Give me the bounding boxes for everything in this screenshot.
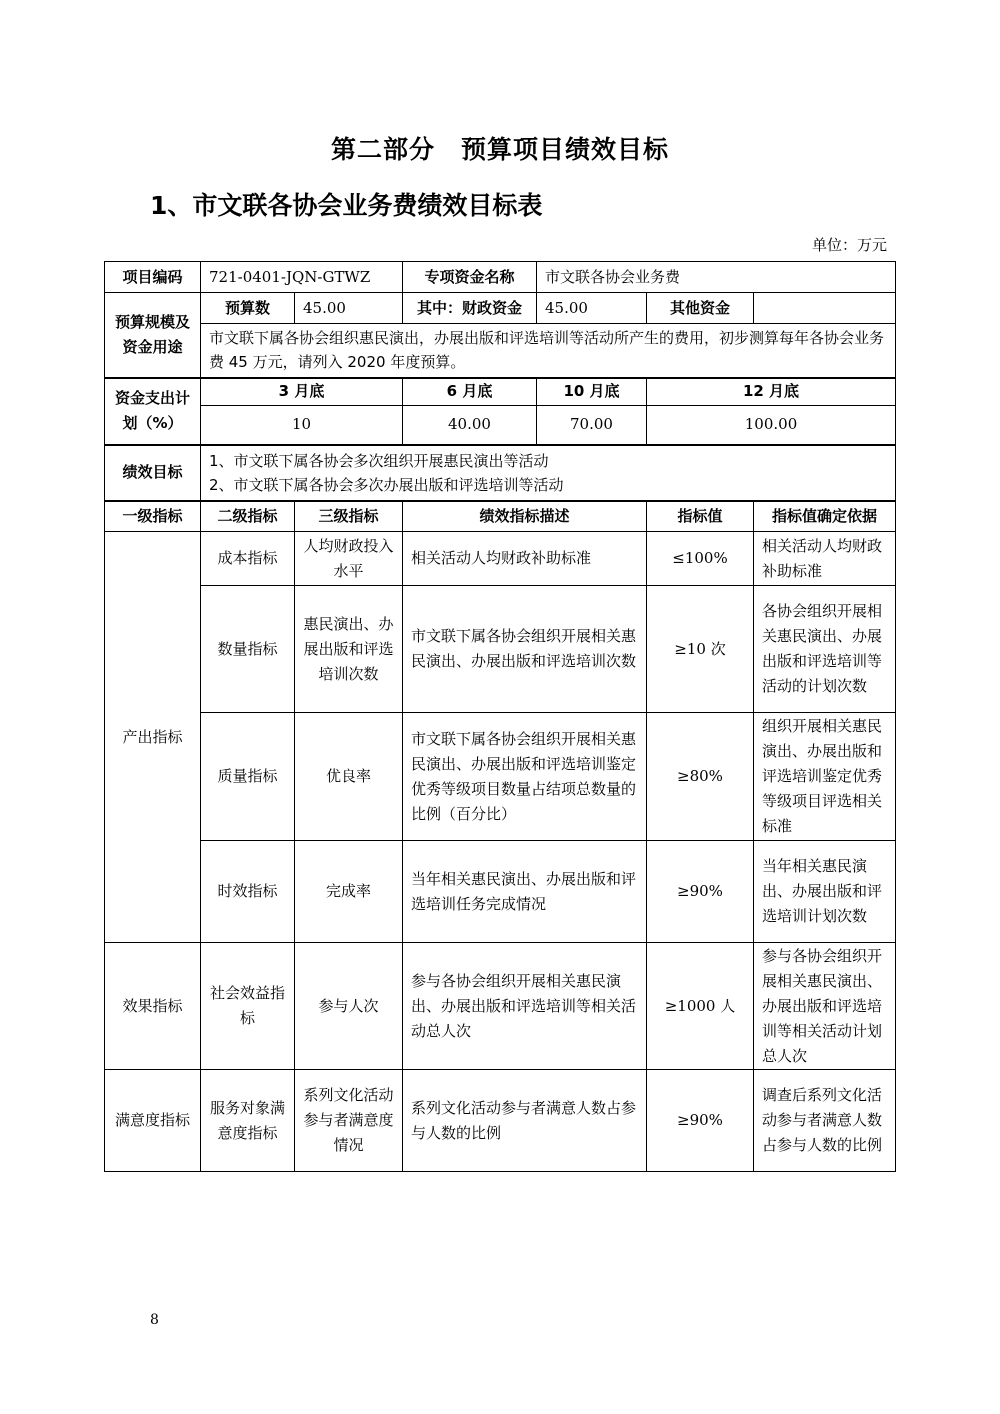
value-cell: ≥90% — [647, 1070, 754, 1172]
unit-label: 单位：万元 — [811, 236, 887, 254]
indicator-row — [105, 841, 896, 943]
fund-name-label: 专项资金名称 — [403, 262, 537, 293]
fund-name: 市文联各协会业务费 — [537, 262, 896, 293]
project-code: 721-0401-JQN-GTWZ — [201, 262, 403, 293]
level1-output: 产出指标 — [105, 532, 201, 943]
description-cell: 当年相关惠民演出、办展出版和评选培训任务完成情况 — [403, 841, 647, 943]
fiscal-fund-label: 其中：财政资金 — [403, 293, 537, 324]
level3-cell: 优良率 — [295, 713, 403, 841]
plan-value: 100.00 — [647, 406, 896, 445]
goals-content — [201, 445, 896, 501]
basis-cell: 各协会组织开展相关惠民演出、办展出版和评选培训等活动的计划次数 — [754, 586, 896, 713]
basis-cell: 相关活动人均财政补助标准 — [754, 532, 896, 586]
level2-cell: 质量指标 — [201, 713, 295, 841]
plan-header: 3 月底 — [201, 378, 403, 406]
indicator-row — [105, 532, 896, 586]
basis-cell: 参与各协会组织开展相关惠民演出、办展出版和评选培训等相关活动计划总人次 — [754, 943, 896, 1070]
level3-cell: 惠民演出、办展出版和评选培训次数 — [295, 586, 403, 713]
level2-cell: 成本指标 — [201, 532, 295, 586]
page-number: 8 — [150, 1312, 159, 1328]
fiscal-fund: 45.00 — [537, 293, 647, 324]
plan-header: 10 月底 — [537, 378, 647, 406]
performance-target-table — [104, 261, 896, 1172]
level1-satisfaction: 满意度指标 — [105, 1070, 201, 1172]
indicator-row — [105, 713, 896, 841]
value-cell: ≥90% — [647, 841, 754, 943]
fund-usage: 市文联下属各协会组织惠民演出，办展出版和评选培训等活动所产生的费用，初步测算每年各协会业务费 45 万元，请列入 2020 年度预算。 — [201, 324, 896, 378]
budget-row — [105, 293, 896, 324]
goal-item: 1、市文联下属各协会多次组织开展惠民演出等活动 — [209, 451, 549, 470]
plan-value: 70.00 — [537, 406, 647, 445]
project-row — [105, 262, 896, 293]
plan-label: 资金支出计划（%） — [105, 378, 201, 445]
plan-value-row — [105, 406, 896, 445]
col-header-level3: 三级指标 — [295, 501, 403, 532]
level1-effect: 效果指标 — [105, 943, 201, 1070]
value-cell: ≥10 次 — [647, 586, 754, 713]
level3-cell: 完成率 — [295, 841, 403, 943]
value-cell: ≤100% — [647, 532, 754, 586]
other-fund — [754, 293, 896, 324]
basis-cell: 调查后系列文化活动参与者满意人数占参与人数的比例 — [754, 1070, 896, 1172]
col-header-value: 指标值 — [647, 501, 754, 532]
budget-amount-label: 预算数 — [201, 293, 295, 324]
part-title: 第二部分 预算项目绩效目标 — [330, 135, 669, 164]
description-cell: 参与各协会组织开展相关惠民演出、办展出版和评选培训等相关活动总人次 — [403, 943, 647, 1070]
indicator-row — [105, 586, 896, 713]
plan-header-row — [105, 378, 896, 406]
level3-cell: 人均财政投入水平 — [295, 532, 403, 586]
indicator-row — [105, 1070, 896, 1172]
col-header-level1: 一级指标 — [105, 501, 201, 532]
col-header-basis: 指标值确定依据 — [754, 501, 896, 532]
level3-cell: 系列文化活动参与者满意度情况 — [295, 1070, 403, 1172]
col-header-level2: 二级指标 — [201, 501, 295, 532]
plan-value: 10 — [201, 406, 403, 445]
value-cell: ≥1000 人 — [647, 943, 754, 1070]
description-cell: 市文联下属各协会组织开展相关惠民演出、办展出版和评选培训鉴定优秀等级项目数量占结项总数量的比例（百分比） — [403, 713, 647, 841]
basis-cell: 当年相关惠民演出、办展出版和评选培训计划次数 — [754, 841, 896, 943]
col-header-description: 绩效指标描述 — [403, 501, 647, 532]
level2-cell: 服务对象满意度指标 — [201, 1070, 295, 1172]
level2-cell: 时效指标 — [201, 841, 295, 943]
basis-cell: 组织开展相关惠民演出、办展出版和评选培训鉴定优秀等级项目评选相关标准 — [754, 713, 896, 841]
usage-row — [105, 324, 896, 378]
indicator-row — [105, 943, 896, 1070]
level2-cell: 社会效益指标 — [201, 943, 295, 1070]
description-cell: 相关活动人均财政补助标准 — [403, 532, 647, 586]
goals-label: 绩效目标 — [105, 445, 201, 501]
other-fund-label: 其他资金 — [647, 293, 754, 324]
indicator-header-row — [105, 501, 896, 532]
value-cell: ≥80% — [647, 713, 754, 841]
description-cell: 系列文化活动参与者满意人数占参与人数的比例 — [403, 1070, 647, 1172]
level3-cell: 参与人次 — [295, 943, 403, 1070]
plan-value: 40.00 — [403, 406, 537, 445]
plan-header: 12 月底 — [647, 378, 896, 406]
goals-row — [105, 445, 896, 501]
project-code-label: 项目编码 — [105, 262, 201, 293]
goal-item: 2、市文联下属各协会多次办展出版和评选培训等活动 — [209, 475, 564, 494]
description-cell: 市文联下属各协会组织开展相关惠民演出、办展出版和评选培训次数 — [403, 586, 647, 713]
budget-label: 预算规模及资金用途 — [105, 293, 201, 378]
level2-cell: 数量指标 — [201, 586, 295, 713]
plan-header: 6 月底 — [403, 378, 537, 406]
budget-amount: 45.00 — [295, 293, 403, 324]
table-title: 1、市文联各协会业务费绩效目标表 — [150, 191, 543, 220]
